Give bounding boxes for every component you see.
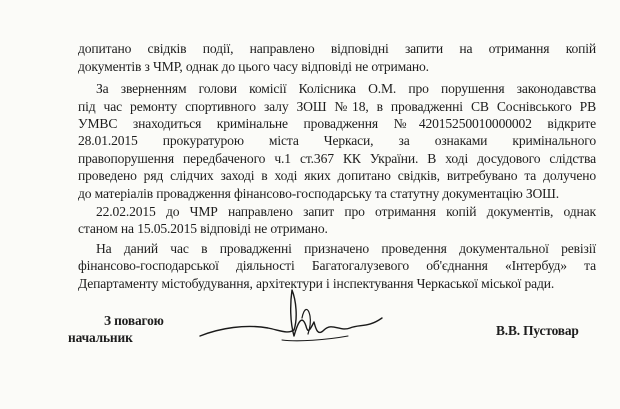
text-line: фінансово-господарської діяльності Багатогалузевого об'єднання «Інтербуд» та bbox=[78, 258, 596, 273]
text-line: правопорушення передбаченого ч.1 ст.367 КК України. В ході досудового слідства bbox=[78, 151, 596, 166]
closing-position: начальник bbox=[68, 330, 133, 345]
text-line: 28.01.2015 прокуратурою міста Черкаси, за ознаками кримінального bbox=[78, 133, 596, 148]
text-line: 22.02.2015 до ЧМР направлено запит про отримання копій документів, однак bbox=[96, 204, 596, 219]
signatory-name: В.В. Пустовар bbox=[496, 323, 579, 338]
text-line: На даний час в провадженні призначено проведення документальної ревізії bbox=[96, 241, 596, 256]
text-line: станом на 15.05.2015 відповіді не отримано. bbox=[78, 221, 328, 236]
text-line: під час ремонту спортивного залу ЗОШ №18, в провадженні СВ Соснівського РВ bbox=[78, 99, 596, 114]
text-line: УМВС знаходиться кримінальне провадження №42015250010000002 відкрите bbox=[78, 116, 596, 131]
text-line: проведено ряд слідчих заході в ході яких допитано свідків, витребувано та долучено bbox=[78, 168, 596, 183]
handwritten-signature-icon bbox=[198, 278, 388, 368]
text-line: За зверненням голови комісії Колісника О.М. про порушення законодавства bbox=[96, 81, 596, 96]
closing-greeting: З повагою bbox=[104, 313, 164, 328]
text-line: до матеріалів провадження фінансово-господарську та статутну документацію ЗОШ. bbox=[78, 186, 559, 201]
text-line: Департаменту містобудування, архітектури і інспектування Черкаської міської ради. bbox=[78, 276, 555, 291]
text-line: допитано свідків події, направлено відповідні запити на отримання копій bbox=[78, 41, 596, 56]
text-line: документів з ЧМР, однак до цього часу відповіді не отримано. bbox=[78, 59, 429, 74]
